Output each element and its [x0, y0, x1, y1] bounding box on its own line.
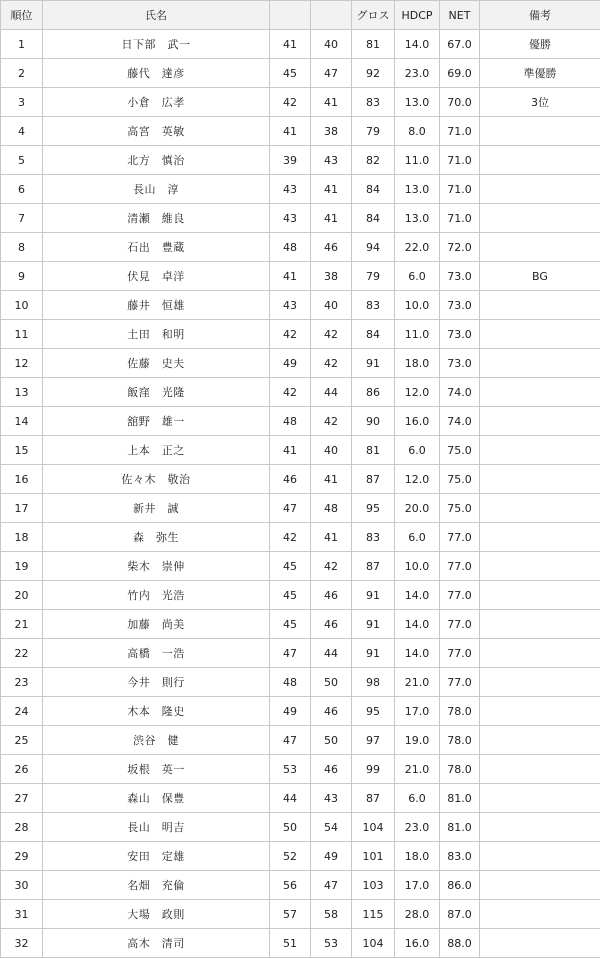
table-row	[1, 320, 600, 349]
cell-hdcp: 16.0	[395, 929, 440, 958]
cell-note: 3位	[480, 88, 600, 117]
cell-out: 42	[270, 378, 311, 407]
cell-out: 41	[270, 30, 311, 59]
cell-gross: 84	[352, 320, 395, 349]
cell-in: 42	[311, 552, 352, 581]
cell-note	[480, 813, 600, 842]
cell-out: 43	[270, 204, 311, 233]
cell-hdcp: 10.0	[395, 291, 440, 320]
table-row	[1, 59, 600, 88]
cell-name: 坂根 英一	[43, 755, 270, 784]
cell-net: 77.0	[440, 639, 480, 668]
cell-net: 75.0	[440, 436, 480, 465]
cell-net: 73.0	[440, 291, 480, 320]
cell-net: 77.0	[440, 523, 480, 552]
cell-in: 46	[311, 697, 352, 726]
cell-gross: 115	[352, 900, 395, 929]
cell-rank: 28	[1, 813, 43, 842]
cell-name: 高木 清司	[43, 929, 270, 958]
cell-note	[480, 320, 600, 349]
cell-out: 50	[270, 813, 311, 842]
table-row	[1, 349, 600, 378]
cell-note	[480, 784, 600, 813]
cell-gross: 87	[352, 552, 395, 581]
cell-out: 49	[270, 349, 311, 378]
table-row	[1, 465, 600, 494]
cell-out: 48	[270, 233, 311, 262]
cell-note	[480, 842, 600, 871]
cell-rank: 24	[1, 697, 43, 726]
cell-net: 77.0	[440, 581, 480, 610]
cell-note: BG	[480, 262, 600, 291]
cell-out: 45	[270, 59, 311, 88]
cell-hdcp: 12.0	[395, 465, 440, 494]
cell-rank: 3	[1, 88, 43, 117]
cell-in: 41	[311, 204, 352, 233]
cell-hdcp: 18.0	[395, 842, 440, 871]
cell-out: 48	[270, 668, 311, 697]
cell-rank: 31	[1, 900, 43, 929]
cell-hdcp: 12.0	[395, 378, 440, 407]
cell-hdcp: 16.0	[395, 407, 440, 436]
cell-rank: 18	[1, 523, 43, 552]
cell-name: 土田 和明	[43, 320, 270, 349]
cell-note	[480, 117, 600, 146]
cell-out: 45	[270, 581, 311, 610]
cell-out: 57	[270, 900, 311, 929]
cell-out: 41	[270, 117, 311, 146]
cell-name: 安田 定雄	[43, 842, 270, 871]
table-row	[1, 697, 600, 726]
cell-name: 北方 慎治	[43, 146, 270, 175]
cell-hdcp: 14.0	[395, 581, 440, 610]
cell-rank: 1	[1, 30, 43, 59]
cell-out: 52	[270, 842, 311, 871]
cell-name: 森山 保豊	[43, 784, 270, 813]
cell-rank: 32	[1, 929, 43, 958]
table-row	[1, 146, 600, 175]
cell-out: 39	[270, 146, 311, 175]
cell-out: 47	[270, 639, 311, 668]
cell-out: 42	[270, 523, 311, 552]
cell-rank: 11	[1, 320, 43, 349]
cell-name: 伏見 卓洋	[43, 262, 270, 291]
cell-rank: 2	[1, 59, 43, 88]
cell-name: 大場 政則	[43, 900, 270, 929]
cell-name: 清瀬 維良	[43, 204, 270, 233]
cell-note	[480, 436, 600, 465]
cell-rank: 22	[1, 639, 43, 668]
table-row	[1, 871, 600, 900]
cell-hdcp: 23.0	[395, 813, 440, 842]
cell-name: 石出 豊蔵	[43, 233, 270, 262]
cell-rank: 26	[1, 755, 43, 784]
cell-hdcp: 8.0	[395, 117, 440, 146]
cell-net: 71.0	[440, 117, 480, 146]
table-row	[1, 494, 600, 523]
cell-hdcp: 28.0	[395, 900, 440, 929]
cell-in: 41	[311, 175, 352, 204]
cell-in: 53	[311, 929, 352, 958]
cell-net: 73.0	[440, 320, 480, 349]
cell-gross: 83	[352, 88, 395, 117]
cell-in: 44	[311, 639, 352, 668]
cell-rank: 8	[1, 233, 43, 262]
table-row	[1, 233, 600, 262]
cell-name: 加藤 尚美	[43, 610, 270, 639]
cell-rank: 27	[1, 784, 43, 813]
cell-net: 87.0	[440, 900, 480, 929]
cell-in: 47	[311, 59, 352, 88]
cell-gross: 103	[352, 871, 395, 900]
cell-rank: 21	[1, 610, 43, 639]
cell-hdcp: 6.0	[395, 523, 440, 552]
cell-note	[480, 668, 600, 697]
cell-gross: 104	[352, 929, 395, 958]
cell-in: 46	[311, 755, 352, 784]
table-row	[1, 726, 600, 755]
table-row	[1, 30, 600, 59]
cell-gross: 91	[352, 610, 395, 639]
cell-note	[480, 291, 600, 320]
cell-net: 78.0	[440, 726, 480, 755]
cell-name: 柴木 崇伸	[43, 552, 270, 581]
table-row	[1, 117, 600, 146]
cell-rank: 14	[1, 407, 43, 436]
cell-name: 藤井 恒雄	[43, 291, 270, 320]
cell-net: 71.0	[440, 175, 480, 204]
cell-hdcp: 20.0	[395, 494, 440, 523]
cell-rank: 4	[1, 117, 43, 146]
cell-in: 41	[311, 465, 352, 494]
cell-hdcp: 6.0	[395, 436, 440, 465]
table-row	[1, 436, 600, 465]
cell-hdcp: 17.0	[395, 697, 440, 726]
table-row	[1, 900, 600, 929]
cell-net: 72.0	[440, 233, 480, 262]
cell-note	[480, 378, 600, 407]
cell-out: 42	[270, 320, 311, 349]
cell-name: 名畑 充倫	[43, 871, 270, 900]
cell-note	[480, 552, 600, 581]
table-row	[1, 407, 600, 436]
table-row	[1, 378, 600, 407]
cell-net: 77.0	[440, 610, 480, 639]
cell-name: 森 弥生	[43, 523, 270, 552]
cell-in: 43	[311, 784, 352, 813]
cell-hdcp: 21.0	[395, 755, 440, 784]
cell-net: 77.0	[440, 552, 480, 581]
cell-note	[480, 349, 600, 378]
table-row	[1, 88, 600, 117]
cell-net: 73.0	[440, 262, 480, 291]
cell-rank: 9	[1, 262, 43, 291]
cell-rank: 12	[1, 349, 43, 378]
table-header	[1, 1, 600, 30]
header-row	[1, 1, 600, 30]
cell-gross: 99	[352, 755, 395, 784]
cell-out: 47	[270, 726, 311, 755]
table-row	[1, 610, 600, 639]
cell-rank: 5	[1, 146, 43, 175]
cell-rank: 13	[1, 378, 43, 407]
cell-net: 86.0	[440, 871, 480, 900]
cell-gross: 94	[352, 233, 395, 262]
cell-gross: 79	[352, 262, 395, 291]
cell-gross: 98	[352, 668, 395, 697]
cell-gross: 84	[352, 204, 395, 233]
cell-name: 佐々木 敬治	[43, 465, 270, 494]
cell-net: 71.0	[440, 204, 480, 233]
cell-rank: 17	[1, 494, 43, 523]
cell-rank: 15	[1, 436, 43, 465]
cell-note	[480, 233, 600, 262]
table-row	[1, 929, 600, 958]
header-note: 備考	[480, 1, 600, 30]
cell-gross: 84	[352, 175, 395, 204]
cell-name: 高橋 一浩	[43, 639, 270, 668]
table-row	[1, 204, 600, 233]
table-row	[1, 291, 600, 320]
cell-gross: 82	[352, 146, 395, 175]
cell-note	[480, 726, 600, 755]
cell-out: 43	[270, 175, 311, 204]
cell-out: 53	[270, 755, 311, 784]
cell-in: 46	[311, 610, 352, 639]
cell-hdcp: 22.0	[395, 233, 440, 262]
cell-out: 51	[270, 929, 311, 958]
cell-gross: 91	[352, 581, 395, 610]
cell-name: 藤代 達彦	[43, 59, 270, 88]
cell-note	[480, 929, 600, 958]
cell-hdcp: 13.0	[395, 88, 440, 117]
cell-in: 42	[311, 320, 352, 349]
cell-net: 78.0	[440, 755, 480, 784]
cell-out: 47	[270, 494, 311, 523]
cell-in: 49	[311, 842, 352, 871]
cell-gross: 79	[352, 117, 395, 146]
cell-gross: 95	[352, 697, 395, 726]
cell-rank: 10	[1, 291, 43, 320]
cell-rank: 16	[1, 465, 43, 494]
cell-hdcp: 10.0	[395, 552, 440, 581]
table-body	[1, 30, 600, 958]
cell-net: 88.0	[440, 929, 480, 958]
cell-in: 42	[311, 407, 352, 436]
cell-out: 41	[270, 436, 311, 465]
cell-name: 今井 則行	[43, 668, 270, 697]
cell-note	[480, 581, 600, 610]
cell-note	[480, 523, 600, 552]
cell-name: 木本 隆史	[43, 697, 270, 726]
cell-rank: 20	[1, 581, 43, 610]
cell-gross: 81	[352, 436, 395, 465]
cell-note: 準優勝	[480, 59, 600, 88]
cell-out: 48	[270, 407, 311, 436]
cell-in: 58	[311, 900, 352, 929]
header-net: NET	[440, 1, 480, 30]
cell-gross: 92	[352, 59, 395, 88]
cell-rank: 7	[1, 204, 43, 233]
cell-net: 83.0	[440, 842, 480, 871]
cell-hdcp: 23.0	[395, 59, 440, 88]
table-row	[1, 262, 600, 291]
cell-rank: 6	[1, 175, 43, 204]
cell-note	[480, 871, 600, 900]
cell-in: 41	[311, 88, 352, 117]
cell-hdcp: 13.0	[395, 204, 440, 233]
cell-in: 47	[311, 871, 352, 900]
cell-gross: 87	[352, 784, 395, 813]
cell-hdcp: 19.0	[395, 726, 440, 755]
table-row	[1, 552, 600, 581]
cell-in: 46	[311, 233, 352, 262]
cell-hdcp: 6.0	[395, 262, 440, 291]
header-in	[311, 1, 352, 30]
cell-in: 50	[311, 726, 352, 755]
cell-in: 43	[311, 146, 352, 175]
table-row	[1, 175, 600, 204]
cell-net: 77.0	[440, 668, 480, 697]
cell-in: 41	[311, 523, 352, 552]
cell-gross: 95	[352, 494, 395, 523]
cell-hdcp: 14.0	[395, 639, 440, 668]
cell-out: 45	[270, 552, 311, 581]
cell-gross: 87	[352, 465, 395, 494]
cell-net: 78.0	[440, 697, 480, 726]
cell-rank: 30	[1, 871, 43, 900]
cell-out: 56	[270, 871, 311, 900]
header-rank: 順位	[1, 1, 43, 30]
header-out	[270, 1, 311, 30]
cell-gross: 90	[352, 407, 395, 436]
cell-name: 上本 正之	[43, 436, 270, 465]
table-row	[1, 784, 600, 813]
table-row	[1, 639, 600, 668]
cell-hdcp: 14.0	[395, 30, 440, 59]
cell-name: 舘野 雄一	[43, 407, 270, 436]
cell-in: 42	[311, 349, 352, 378]
table-row	[1, 668, 600, 697]
cell-hdcp: 11.0	[395, 320, 440, 349]
cell-net: 81.0	[440, 784, 480, 813]
header-gross: グロス	[352, 1, 395, 30]
table-row	[1, 813, 600, 842]
table-row	[1, 581, 600, 610]
cell-in: 38	[311, 117, 352, 146]
cell-hdcp: 13.0	[395, 175, 440, 204]
cell-note	[480, 900, 600, 929]
cell-gross: 91	[352, 349, 395, 378]
cell-net: 67.0	[440, 30, 480, 59]
cell-note	[480, 494, 600, 523]
cell-out: 41	[270, 262, 311, 291]
cell-name: 竹内 光浩	[43, 581, 270, 610]
cell-name: 渋谷 健	[43, 726, 270, 755]
cell-note	[480, 697, 600, 726]
cell-note	[480, 639, 600, 668]
cell-in: 54	[311, 813, 352, 842]
table-row	[1, 755, 600, 784]
cell-hdcp: 18.0	[395, 349, 440, 378]
cell-out: 43	[270, 291, 311, 320]
cell-in: 40	[311, 436, 352, 465]
cell-rank: 23	[1, 668, 43, 697]
cell-net: 71.0	[440, 146, 480, 175]
cell-net: 74.0	[440, 378, 480, 407]
cell-gross: 83	[352, 291, 395, 320]
cell-hdcp: 14.0	[395, 610, 440, 639]
cell-gross: 83	[352, 523, 395, 552]
cell-name: 長山 明吉	[43, 813, 270, 842]
header-hdcp: HDCP	[395, 1, 440, 30]
cell-net: 74.0	[440, 407, 480, 436]
cell-hdcp: 11.0	[395, 146, 440, 175]
cell-rank: 19	[1, 552, 43, 581]
cell-hdcp: 21.0	[395, 668, 440, 697]
cell-note	[480, 204, 600, 233]
cell-net: 75.0	[440, 465, 480, 494]
cell-out: 45	[270, 610, 311, 639]
cell-name: 小倉 広孝	[43, 88, 270, 117]
cell-in: 44	[311, 378, 352, 407]
cell-hdcp: 6.0	[395, 784, 440, 813]
cell-gross: 101	[352, 842, 395, 871]
cell-out: 44	[270, 784, 311, 813]
cell-out: 46	[270, 465, 311, 494]
cell-note	[480, 175, 600, 204]
cell-gross: 97	[352, 726, 395, 755]
cell-name: 佐藤 史夫	[43, 349, 270, 378]
cell-gross: 81	[352, 30, 395, 59]
cell-hdcp: 17.0	[395, 871, 440, 900]
cell-in: 48	[311, 494, 352, 523]
cell-name: 日下部 武一	[43, 30, 270, 59]
cell-in: 38	[311, 262, 352, 291]
cell-net: 73.0	[440, 349, 480, 378]
cell-in: 46	[311, 581, 352, 610]
cell-out: 42	[270, 88, 311, 117]
cell-rank: 29	[1, 842, 43, 871]
table-row	[1, 523, 600, 552]
cell-name: 新井 誠	[43, 494, 270, 523]
table-row	[1, 842, 600, 871]
cell-gross: 91	[352, 639, 395, 668]
cell-net: 81.0	[440, 813, 480, 842]
cell-out: 49	[270, 697, 311, 726]
cell-in: 40	[311, 30, 352, 59]
cell-note	[480, 146, 600, 175]
cell-gross: 104	[352, 813, 395, 842]
cell-note: 優勝	[480, 30, 600, 59]
cell-net: 70.0	[440, 88, 480, 117]
cell-rank: 25	[1, 726, 43, 755]
cell-name: 飯窪 光隆	[43, 378, 270, 407]
cell-in: 50	[311, 668, 352, 697]
cell-note	[480, 465, 600, 494]
cell-net: 69.0	[440, 59, 480, 88]
cell-in: 40	[311, 291, 352, 320]
cell-name: 高宮 英敏	[43, 117, 270, 146]
cell-note	[480, 407, 600, 436]
cell-note	[480, 610, 600, 639]
cell-net: 75.0	[440, 494, 480, 523]
cell-gross: 86	[352, 378, 395, 407]
cell-name: 長山 淳	[43, 175, 270, 204]
cell-note	[480, 755, 600, 784]
header-name: 氏名	[43, 1, 270, 30]
